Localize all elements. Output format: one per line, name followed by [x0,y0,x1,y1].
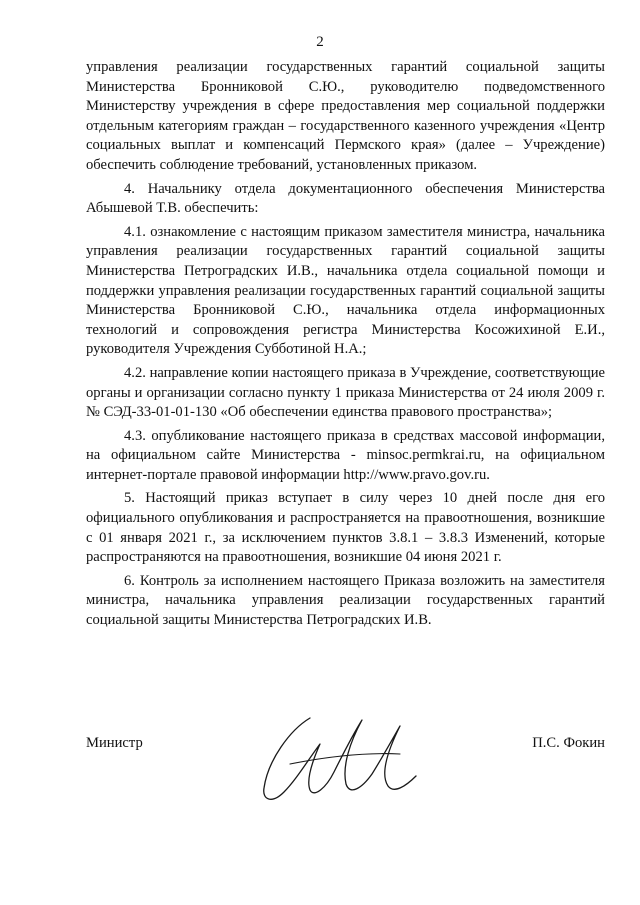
page-number: 2 [316,34,324,50]
signer-title: Министр [86,735,143,751]
paragraph-continuation: управления реализации государственных гарантий социальной защиты Министерства Бронниковой С.Ю., руководителю подведомственного Министерству учреждения в сфере предоставления мер социальной поддержки отдельным категориям граждан – государственного казенного учреждения «Центр социальных выплат и компенсаций Пермского края» (далее – Учреждение) обеспечить соблюдение требований, установленных приказом. [86,59,605,173]
paragraph-item-6: 6. Контроль за исполнением настоящего Приказа возложить на заместителя министра, начальника управления реализации государственных гарантий социальной защиты Министерства Петроградских И.В. [86,572,605,629]
paragraph-item-4-1: 4.1. ознакомление с настоящим приказом заместителя министра, начальника управления реализации государственных гарантий социальной защиты Министерства Петроградских И.В., начальника отдела социальной помощи и поддержки управления реализации государственных гарантий социальной защиты Министерства Бронниковой С.Ю., начальника отдела информационных технологий и сопровождения регистра Министерства Косожихиной Е.И., руководителя Учреждения Субботиной Н.А.; [86,223,605,358]
paragraph-item-5: 5. Настоящий приказ вступает в силу через 10 дней после дня его официального опубликования и распространяется на правоотношения, возникшие с 01 января 2021 г., за исключением пунктов 3.8.1 – 3.8.3 Изменений, которые распространяются на правоотношения, возникшие 04 июня 2021 г. [86,490,605,566]
paragraph-item-4: 4. Начальнику отдела документационного обеспечения Министерства Абышевой Т.В. обеспечить: [86,180,605,217]
document-body [86,58,605,635]
handwritten-signature [250,700,420,810]
paragraph-item-4-3: 4.3. опубликование настоящего приказа в средствах массовой информации, на официальном сайте Министерства - minsoc.permkrai.ru, на официальном интернет-портале правовой информации http://www.pravo.gov.ru. [86,427,605,483]
signer-name: П.С. Фокин [532,735,605,751]
paragraph-item-4-2: 4.2. направление копии настоящего приказа в Учреждение, соответствующие органы и организации согласно пункту 1 приказа Министерства от 24 июля 2009 г. № СЭД-33-01-01-130 «Об обеспечении единства правового пространства»; [86,364,605,421]
